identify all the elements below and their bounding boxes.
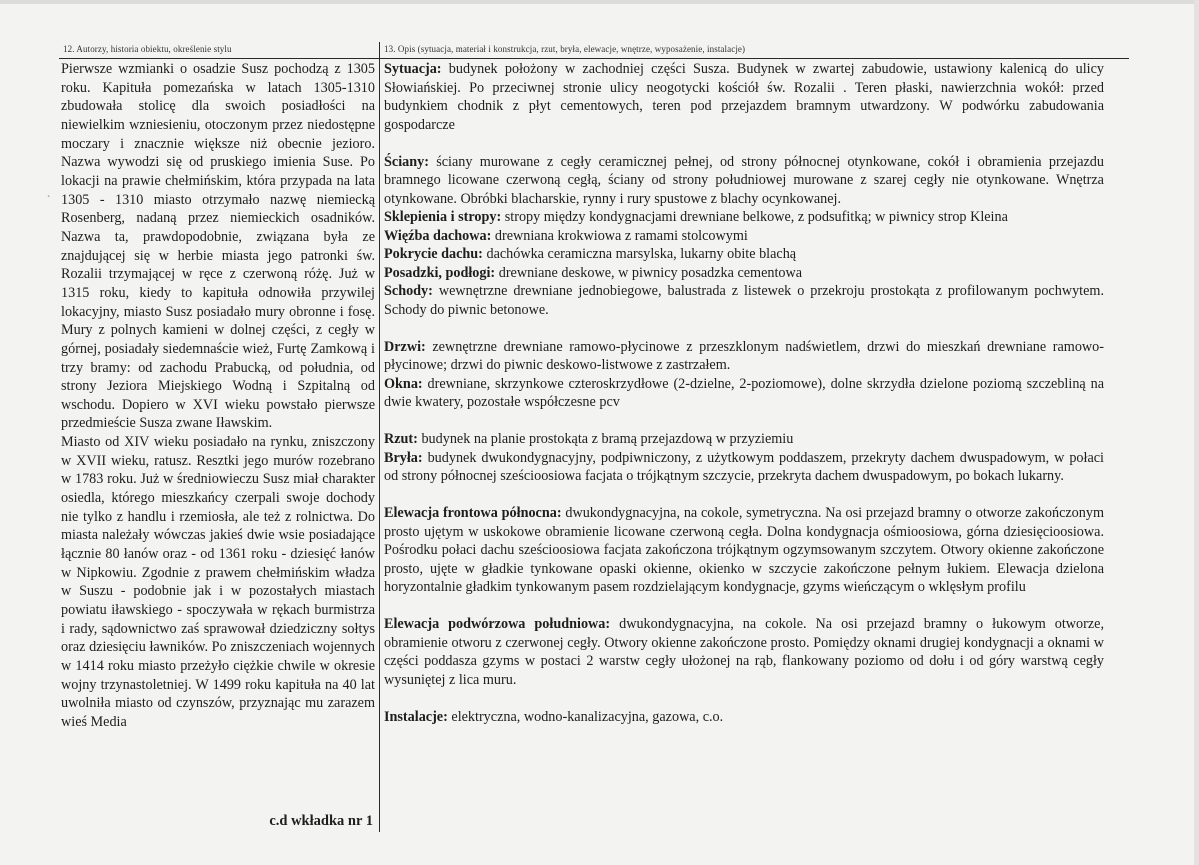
section-text: elektryczna, wodno-kanalizacyjna, gazowa, c.o. (447, 708, 724, 725)
scan-edge-top (0, 0, 1199, 4)
continuation-note: c.d wkładka nr 1 (269, 813, 373, 829)
section-label: Schody: (384, 283, 433, 299)
history-paragraph: Miasto od XIV wieku posiadało na rynku, zniszczony w XVII wieku, ratusz. Resztki jego murów rozebrano w 1783 roku. Już w średniowieczu Susz miał charakter osiedla, którego mieszkańcy czerpali swoje dochody nie tylko z handlu i rzemiosła, ale też z rolnictwa. Do miasta należały wówczas jakieś dwie wsie posiadające łącznie 80 łanów oraz - od 1361 roku - dziesięć łanów w Nipkowiu. Zgodnie z prawem chełmińskim władza w Suszu - podobnie jak i w pozostałych miastach powiatu iławskiego - spoczywała w rękach burmistrza i rady, sądownictwo zaś sprawował dziedziczny sołtys oraz dziesięciu ławników. Po zniszczeniach wojennych w 1414 roku miasto przeżyło ciężkie chwile w okresie wojny trzynastoletniej. W 1499 roku kapituła na 40 lat uwolniła miasto od czynszów, przyznając mu zarazem wieś Media (61, 434, 375, 730)
section-label: Bryła: (384, 449, 423, 466)
section-text: dachówka ceramiczna marsylska, lukarny obite blachą (482, 246, 797, 262)
section-label: Pokrycie dachu: (384, 246, 483, 262)
section-rzut (384, 430, 1104, 449)
section-drzwi (384, 338, 1104, 375)
section-elewacja-frontowa (384, 504, 1104, 597)
section-text: drewniana krokwiowa z ramami stolcowymi (491, 227, 748, 244)
section-label: Instalacje: (384, 708, 448, 725)
record-form (59, 42, 1129, 832)
section-sytuacja (384, 60, 1104, 134)
section-posadzki (384, 264, 1104, 283)
history-paragraph: Pierwsze wzmianki o osadzie Susz pochodzą z 1305 roku. Kapituła pomezańska w latach 1305-1310 zbudowała stolicę dla swoich posiadłości na niewielkim wzniesieniu, otoczonym przez niedostępne moczary i znacznie większe niż obecnie jezioro. Nazwa wywodzi się od pruskiego imienia Suse. Po lokacji na prawie chełmińskim, która przypada na lata 1305 - 1310 miasto otrzymało nazwę niemiecką Rosenberg, nadaną przez niemieckich osadników. Nazwa ta, prawdopodobnie, związana była ze znajdującej się w herbie miasta jego patronki św. Rozalii trzymającej w ręce z czerwoną różę. Już w 1315 roku, kiedy to kapituła odnowiła przywilej lokacyjny, miasto Susz posiadało mury obronne i fosę. Mury z polnych kamieni w dolnej części, z cegły w górnej, posiadały siedemnaście wież, Furtę Zamkową i trzy bramy: od zachodu Prabucką, od południa, od strony Jeziora Miejskiego Wodną i Szpitalną od wschodu. Dopiero w XVI wieku powstało pierwsze przedmieście Susza zwane Iławskim. (61, 61, 375, 432)
section-label: Ściany: (384, 153, 429, 170)
description-column (384, 60, 1104, 726)
margin-mark: ` (47, 195, 51, 206)
section-text: drewniane deskowe, w piwnicy posadzka cementowa (495, 264, 803, 281)
section-schody (384, 282, 1104, 319)
section-text: stropy między kondygnacjami drewniane belkowe, z podsufitką; w piwnicy strop Kleina (501, 209, 1008, 225)
section-label: Sklepienia i stropy: (384, 209, 502, 225)
scan-edge-right (1194, 0, 1199, 865)
section-label: Więźba dachowa: (384, 227, 492, 244)
section-text: budynek położony w zachodniej części Susza. Budynek w zwartej zabudowie, ustawiony kalenicą do ulicy Słowiańskiej. Po przeciwnej stronie ulicy neogotycki kościół św. Rozalii . Teren płaski, nawierzchnia wokół: przed budynkiem chodnik z płyt cementowych, teren pod przejazdem bramnym utwardzony. W podwórku zabudowania gospodarcze (384, 61, 1104, 133)
history-section-header: 12. Autorzy, historia obiektu, określenie stylu (63, 44, 232, 54)
section-label: Drzwi: (384, 338, 426, 355)
section-text: wewnętrzne drewniane jednobiegowe, balustrada z listewek o przekroju prostokąta z profilowanym pochwytem. Schody do piwnic betonowe. (384, 283, 1104, 318)
section-text: zewnętrzne drewniane ramowo-płycinowe z przeszklonym nadświetlem, drzwi do mieszkań drewniane ramowo-płycinowe; drzwi do piwnic deskowo-listwowe z zastrzałem. (384, 338, 1104, 373)
section-pokrycie (384, 245, 1104, 264)
section-text: ściany murowane z cegły ceramicznej pełnej, od strony północnej otynkowane, cokół i obramienia przejazdu bramnego licowane czerwoną cegłą, ściany od strony południowej murowane z szarej cegły nie otynkowane. Wnętrza otynkowane. Obróbki blacharskie, rynny i rury spustowe z blachy ocynkowanej. (384, 153, 1104, 207)
section-text: budynek na planie prostokąta z bramą przejazdową w przyziemiu (417, 431, 794, 447)
section-wiezba (384, 227, 1104, 246)
section-instalacje (384, 708, 1104, 727)
section-bryla (384, 449, 1104, 486)
section-sklepienia (384, 208, 1104, 227)
column-divider (379, 42, 380, 832)
section-label: Elewacja frontowa północna: (384, 505, 562, 521)
section-text: drewniane, skrzynkowe czteroskrzydłowe (2-dzielne, 2-poziomowe), dolne skrzydła dzielone poziomą szczebliną na dwie kwatery, pozostałe współczesne pcv (384, 375, 1104, 410)
section-text: budynek dwukondygnacyjny, podpiwniczony, z użytkowym poddaszem, przekryty dachem dwuspadowym, w połaci od strony północnej sześcioosiowa facjata o trójkątnym szczycie, przekryta dachem dwuspadowym, po bokach lukarny. (384, 449, 1104, 484)
section-elewacja-podworzowa (384, 615, 1104, 689)
section-label: Posadzki, podłogi: (384, 264, 496, 281)
section-text: dwukondygnacyjna, na cokole. Na osi przejazd bramny o łukowym otworze, obramienie otworu z czerwonej cegły. Otwory okienne zakończone prosto. Pomiędzy oknami drugiej kondygnacji a oknami w części poddasza gzyms w postaci 2 warstw cegły ułożonej na rąb, flankowany poziomo od dołu i od góry warstwą cegły wysuniętej z lica muru. (384, 616, 1104, 688)
section-label: Okna: (384, 375, 423, 392)
section-label: Elewacja podwórzowa południowa: (384, 616, 611, 632)
section-okna (384, 375, 1104, 412)
description-section-header: 13. Opis (sytuacja, materiał i konstrukcja, rzut, bryła, elewacje, wnętrze, wyposażenie, instalacje) (384, 44, 746, 54)
section-label: Sytuacja: (384, 61, 442, 77)
history-column (61, 60, 375, 732)
section-text: dwukondygnacyjna, na cokole, symetryczna. Na osi przejazd bramny o otworze zakończonym prosto ujętym w uskokowe obramienie licowane czerwoną cegła. Dolna kondygnacja ośmioosiowa, górna dziesięcioosiowa. Pośrodku połaci dachu sześcioosiowa facjata zakończona trójkątnym ogzymsowanym szczytem. Otwory okienne zakończone prosto, ujęte w gładkie tynkowane opaski okienne, okienko w szczycie zakończone pełnym łukiem. Elewacja dzielona horyzontalnie gładkim tynkowanym pasem rozdzielającym kondygnacje, gzyms wieńczącym o wklęsłym profilu (384, 505, 1104, 595)
header-row (59, 42, 1129, 59)
section-label: Rzut: (384, 431, 418, 447)
section-sciany (384, 153, 1104, 209)
